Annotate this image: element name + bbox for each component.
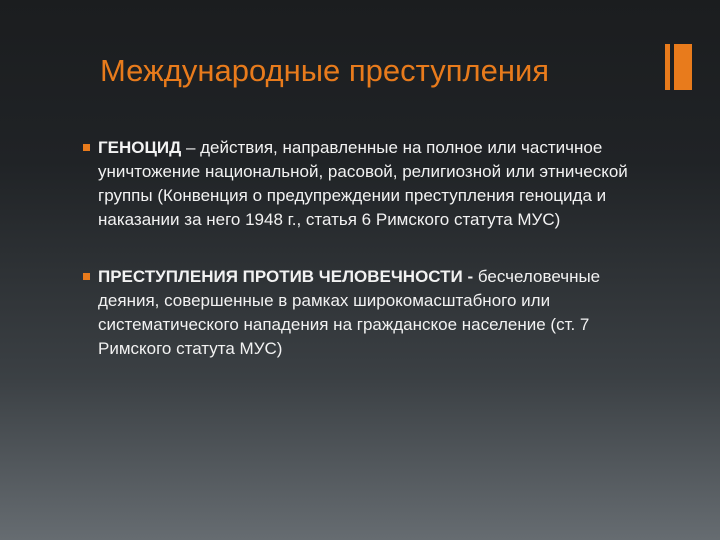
bullet-term: ГЕНОЦИД xyxy=(98,138,182,157)
slide-title: Международные преступления xyxy=(100,53,550,88)
bullet-term: ПРЕСТУПЛЕНИЯ ПРОТИВ ЧЕЛОВЕЧНОСТИ - xyxy=(98,267,474,286)
bullet-square-icon xyxy=(83,273,90,280)
accent-bar-thin xyxy=(665,44,670,90)
accent-bars-decoration xyxy=(665,44,692,90)
slide-content xyxy=(80,136,640,394)
bullet-square-icon xyxy=(83,144,90,151)
bullet-crimes-against-humanity xyxy=(80,265,640,361)
accent-bar-thick xyxy=(674,44,692,90)
bullet-text: бесчеловечные деяния, совершенные в рамках широкомасштабного или систематического нападения на гражданское население (ст. 7 Римского статута МУС) xyxy=(98,267,601,358)
bullet-text: – действия, направленные на полное или частичное уничтожение национальной, расовой, религиозной или этнической группы (Конвенция о предупреждении преступления геноцида и наказании за него 1948 г., статья 6 Римского статута МУС) xyxy=(98,138,628,229)
bullet-genocide xyxy=(80,136,640,232)
